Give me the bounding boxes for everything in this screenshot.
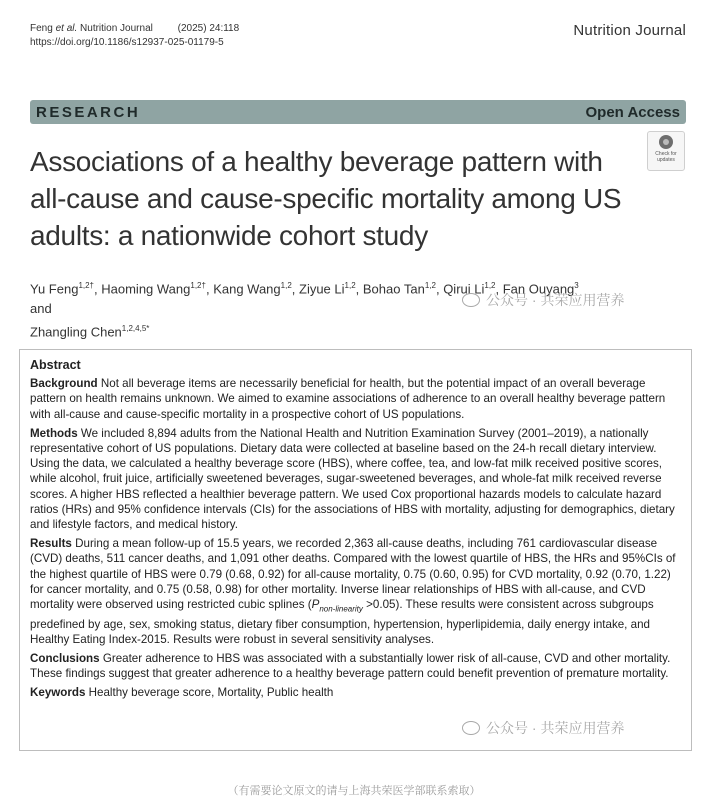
background-label: Background	[30, 377, 98, 391]
keywords-text: Healthy beverage score, Mortality, Public health	[88, 686, 334, 700]
results-label: Results	[30, 537, 72, 551]
author-list: Yu Feng$^{1,2\dagger}$, Haoming Wang$^{1,2\dagger}$, Kang Wang$^{1,2}$, Ziyue Li$^{1,2}$, Bohao Tan$^{1,2}$, Qirui Li$^{1,2}$, Fan Ouyang$^3$ and Zhangling Chen$^{1,2,4,5*}$	[30, 281, 579, 340]
methods-text: We included 8,894 adults from the National Health and Nutrition Examination Survey (2001–2019), a nationally representative cohort of US populations. Dietary data were collected at baseline based on the 24-h recall dietary interview. Using the data, we calculated a healthy beverage score (HBS), where coffee, tea, and low-fat milk received positive scores, while alcohol, fruit juice, artificially sweetened beverages, sugar-sweetened beverages, and whole-fat milk received reverse scores. A higher HBS reflected a healthier beverage pattern. We used Cox proportional hazards models to calculate hazard ratios (HRs) and 95% confidence intervals (CIs) for the associations of HBS with mortality, adjusting for demographics, dietary and lifestyle factors, and medical history.	[30, 426, 675, 532]
abstract-keywords	[30, 685, 681, 700]
author-affiliation: 1,2	[424, 281, 436, 290]
results-text-b: >0.05). These results were consistent across subgroups predefined by age, sex, smoking status, dietary fiber consumption, hypertension, hyperlipidemia, daily energy intake, and Healthy Eating Index-2015. Results were robust in several sensitivity analyses.	[30, 598, 654, 646]
footer-note: （有需要论文原文的请与上海共荣医学部联系索取）	[227, 785, 481, 797]
abstract-box	[19, 349, 692, 751]
author-affiliation: 1,2†	[78, 281, 95, 290]
watermark	[462, 290, 624, 310]
author-affiliation: 1,2,4,5*	[121, 324, 150, 334]
article-title: Associations of a healthy beverage pattern with all-cause and cause-specific mortality among US adults: a nationwide cohort study	[30, 146, 622, 251]
author-name[interactable]: Zhangling Chen	[30, 324, 122, 340]
author-name[interactable]: Kang Wang	[213, 281, 281, 297]
citation-journal: Nutrition Journal	[77, 23, 153, 34]
abstract-conclusions	[30, 651, 681, 681]
citation-line	[30, 22, 239, 36]
author-name[interactable]: Fan Ouyang	[502, 281, 575, 297]
keywords-label: Keywords	[30, 686, 86, 700]
article-type-label: RESEARCH	[36, 103, 141, 121]
doi-link[interactable]: https://doi.org/10.1186/s12937-025-01179-5	[30, 37, 224, 48]
results-p: P	[311, 598, 320, 612]
conclusions-text: Greater adherence to HBS was associated with a substantially lower risk of all-cause, CVD and other mortality. These findings suggest that greater adherence to a healthy beverage pattern could benefit prevention of premature mortality.	[30, 651, 671, 681]
author-conjunction: and	[30, 301, 52, 317]
wechat-icon	[462, 721, 480, 735]
author-affiliation: 1,2†	[190, 281, 206, 290]
abstract-background	[30, 376, 681, 422]
watermark-text: 公众号 · 共荣应用营养	[486, 720, 625, 736]
journal-name: Nutrition Journal	[573, 22, 686, 39]
results-text-a: During a mean follow-up of 15.5 years, we recorded 2,363 all-cause deaths, including 761 cardiovascular disease (CVD) deaths, 511 cancer deaths, and 1,091 other deaths. Compared with the lowest quartile of HBS, the HRs and 95%CIs of the highest quartile of HBS were 0.79 (0.68, 0.92) for all-cause mortality, 0.75 (0.60, 0.95) for CVD mortality, 0.92 (0.70, 1.22) for cancer mortality, and 0.75 (0.58, 0.98) for other mortality. Inverse linear relationships of HBS with all-cause, and CVD mortality were observed using restricted cubic splines (	[30, 537, 676, 612]
citation-author: Feng	[30, 23, 56, 34]
author-affiliation: 1,2	[344, 281, 356, 290]
author-affiliation: 1,2	[484, 281, 496, 290]
conclusions-label: Conclusions	[30, 651, 100, 665]
check-updates-label: Check for updates	[655, 151, 677, 163]
author-name[interactable]: Bohao Tan	[362, 281, 425, 297]
author-name[interactable]: Haoming Wang	[101, 281, 191, 297]
citation-header	[30, 22, 239, 50]
author-name[interactable]: Yu Feng	[30, 281, 79, 297]
author-name[interactable]: Qirui Li	[443, 281, 485, 297]
wechat-icon	[462, 293, 480, 307]
author-affiliation: 1,2	[280, 281, 292, 290]
author-affiliation: 3	[574, 281, 579, 290]
check-for-updates-button[interactable]	[647, 131, 685, 171]
methods-label: Methods	[30, 426, 78, 440]
watermark	[462, 718, 624, 738]
open-access-label: Open Access	[585, 103, 680, 121]
abstract-heading: Abstract	[30, 358, 81, 372]
author-name[interactable]: Ziyue Li	[299, 281, 345, 297]
abstract-results	[30, 536, 681, 647]
watermark-text: 公众号 · 共荣应用营养	[486, 292, 625, 308]
background-text: Not all beverage items are necessarily beneficial for health, but the potential impact of an overall beverage pattern on health remains unknown. We aimed to examine associations of adherence to an overall healthy beverage pattern with all-cause and cause-specific mortality in a prospective cohort of US populations.	[30, 377, 666, 421]
citation-etal: et al.	[55, 23, 78, 34]
results-p-sub: non-linearity	[319, 604, 363, 614]
article-type-banner	[30, 100, 686, 124]
check-updates-icon	[659, 135, 673, 149]
citation-year-pages: (2025) 24:118	[177, 23, 240, 34]
abstract-methods	[30, 426, 681, 532]
